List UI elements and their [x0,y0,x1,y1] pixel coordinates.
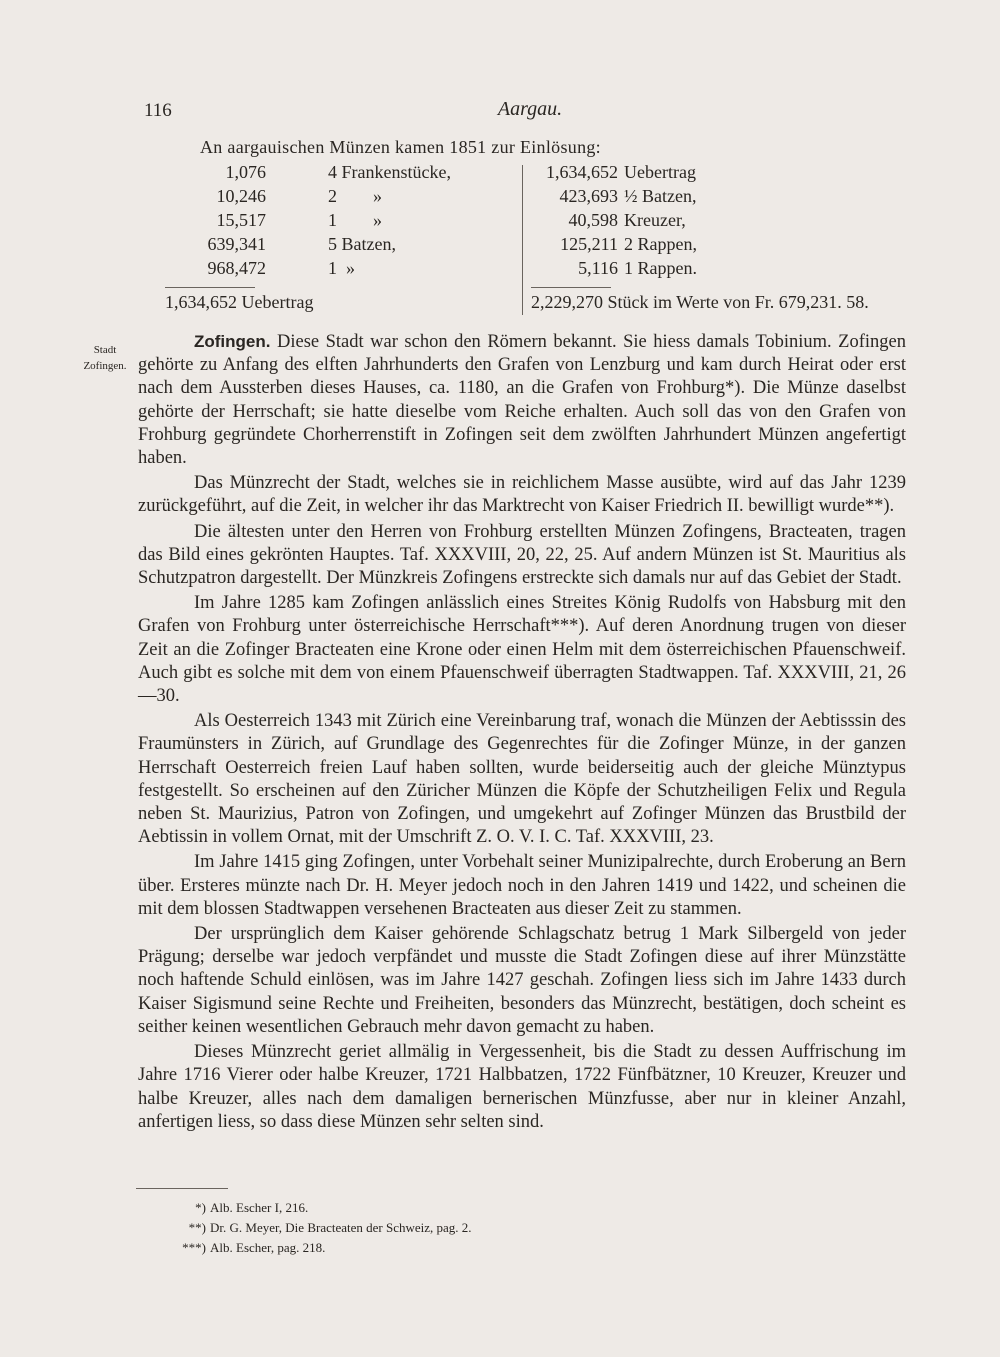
running-title: Aargau. [497,98,563,120]
paragraph: Im Jahre 1285 kam Zofingen anlässlich eines Streites König Rudolfs von Habsburg mit den Grafen von Frohburg unter österreichische Herrschaft***). Auf deren Anordnung trugen von dieser Zeit an die Zofinger Bracteaten eine Krone oder einen Helm mit dem österreichischen Pfauenschweif. Auch gibt es solche mit dem von einem Pfauenschweif überragten Stadtwappen. Taf. XXXVIII, 21, 26—30. [138,593,906,707]
table-row: 968,472 1 » [207,258,355,278]
table-intro: An aargauischen Münzen kamen 1851 zur Einlösung: [200,137,601,157]
table-row: 5,116 1 Rappen. [578,258,697,278]
table-row: 423,693 ½ Batzen, [559,186,697,206]
table-row: 10,246 2 » [216,186,382,206]
sum-rule-left [165,287,255,288]
paragraph: Im Jahre 1415 ging Zofingen, unter Vorbehalt seiner Munizipalrechte, durch Eroberung an Bern über. Ersteres münzte nach Dr. H. Meyer jedoch noch in den Jahren 1419 und 1422, und scheinen die mit dem blossen Stadtwappen versehenen Bracteaten aus dieser Zeit zu stammen. [138,852,906,919]
footnotes [150,1198,472,1258]
footnote: *) Alb. Escher I, 216. [195,1200,309,1215]
coin-table-left [160,160,520,280]
paragraph: Das Münzrecht der Stadt, welches sie in reichlichem Masse ausübte, wird auf das Jahr 1239 zurückgeführt, auf die Zeit, in welcher ihr das Marktrecht von Kaiser Friedrich II. bewilligt wurde**). [138,473,906,517]
table-right-total: 2,229,270 Stück im Werte von Fr. 679,231. 58. [531,292,869,312]
paragraph: Die ältesten unter den Herren von Frohburg erstellten Münzen Zofingens, Bracteaten, tragen das Bild eines gekrönten Hauptes. Taf. XXXVIII, 20, 22, 25. Auf andern Münzen ist St. Mauritius als Schutzpatron dargestellt. Der Münzkreis Zofingens erstreckte sich damals nur auf das Gebiet der Stadt. [138,521,906,589]
footnote-rule [136,1188,228,1189]
table-left-total: 1,634,652 Uebertrag [165,292,314,312]
paragraph: Zofingen. Diese Stadt war schon den Römern bekannt. Sie hiess damals Tobinium. Zofingen gehörte zu Anfang des elften Jahrhunderts den Grafen von Lenzburg und kam durch Heirat oder erst nach dem Aussterben dieses Hauses, ca. 1180, an die Grafen von Frohburg*). Die Münze daselbst gehörte der Herrschaft; sie hatte dieselbe vom Reiche erhalten. Auch soll das von den Grafen von Frohburg gegründete Chorherrenstift in Zofingen seit dem zwölften Jahrhundert Münzen angefertigt haben. [138,332,906,469]
sum-rule-right [531,287,611,288]
footnote: **) Dr. G. Meyer, Die Bracteaten der Schweiz, pag. 2. [188,1220,472,1235]
table-row: 639,341 5 Batzen, [207,234,396,254]
paragraph: Als Oesterreich 1343 mit Zürich eine Vereinbarung traf, wonach die Münzen der Aebtisssin des Fraumünsters in Zürich, auf Grundlage des Gegenrechtes für die Zofinger Münze, in der ganzen Herrschaft Oesterreich freien Lauf haben sollten, wurde beiderseitig auch der gleiche Münztypus festgestellt. So erscheinen auf den Züricher Münzen die Köpfe der Schutzheiligen Felix und Regula neben St. Maurizius, Patron von Zofingen, und umgekehrt auf Zofinger Münzen das Brustbild der Aebtissin in vollem Ornat, mit der Umschrift Z. O. V. I. C. Taf. XXXVIII, 23. [138,711,906,848]
margin-note: Stadt Zofingen. [83,344,127,372]
page-number: 116 [144,100,172,121]
section-heading: Zofingen. [194,332,271,351]
table-row: 125,211 2 Rappen, [560,234,697,254]
table-row: 1,076 4 Frankenstücke, [225,162,451,182]
table-row: 15,517 1 » [216,210,382,230]
paragraph: Der ursprünglich dem Kaiser gehörende Schlagschatz betrug 1 Mark Silbergeld von jeder Prägung; derselbe war jedoch verpfändet und musste die Stadt Zofingen diese auf ihrer Münzstätte noch haftende Schuld einlösen, was im Jahre 1427 geschah. Zofingen liess sich im Jahre 1433 durch Kaiser Sigismund seine Rechte und Freiheiten, besonders das Münzrecht, bestätigen, doch scheint es seither keinen wesentlichen Gebrauch mehr davon gemacht zu haben. [138,924,906,1037]
table-row: 40,598 Kreuzer, [568,210,686,230]
table-row: 1,634,652 Uebertrag [546,162,696,182]
paragraph: Dieses Münzrecht geriet allmälig in Vergessenheit, bis die Stadt zu dessen Auffrischung im Jahre 1716 Vierer oder halbe Kreuzer, 1721 Halbbatzen, 1722 Fünfbätzner, 10 Kreuzer, Kreuzer und halbe Kreuzer, alles nach dem damaligen bernerischen Münzfusse, aber nur in kleiner Anzahl, anfertigen liess, so dass diese Münzen sehr selten sind. [138,1042,906,1132]
coin-table-right [520,160,920,280]
body-text [138,330,906,1134]
footnote: ***) Alb. Escher, pag. 218. [182,1240,326,1255]
